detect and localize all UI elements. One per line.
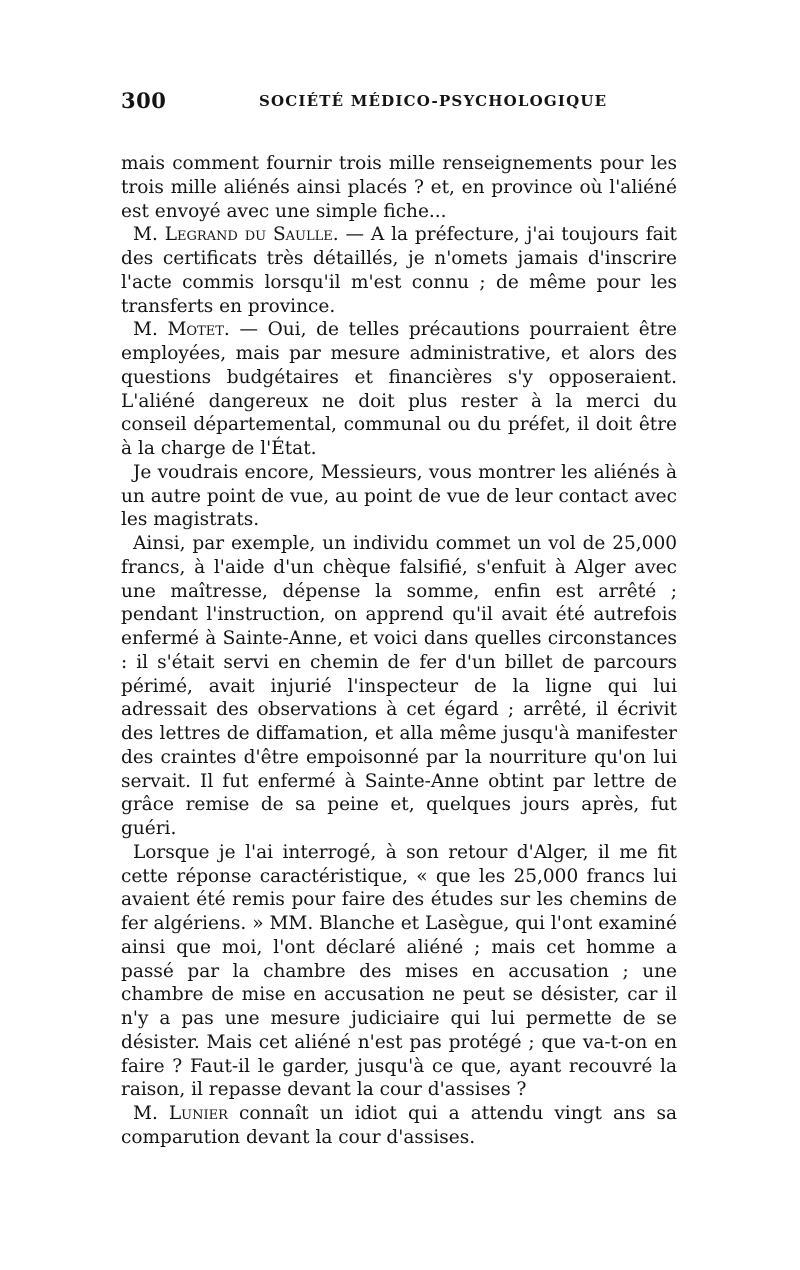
paragraph-legrand-du-saulle — [121, 223, 677, 318]
paragraph-text: Lorsque je l'ai interrogé, à son retour d'Alger, il me fit cette réponse caractéristique, « que les 25,000 francs lui avaient été remis pour faire des études sur les chemins de fer algériens. » MM. Blanche et Lasègue, qui l'ont examiné ainsi que moi, l'ont déclaré aliéné ; mais cet homme a passé par la chambre des mises en accusation ; une chambre de mise en accusation ne peut se désister, car il n'y a pas une mesure judiciaire qui lui permette de se désister. Mais cet aliéné n'est pas protégé ; que va-t-on en faire ? Faut-il le garder, jusqu'à ce que, ayant recouvré la raison, il repasse devant la cour d'assises ? — [121, 841, 677, 1101]
speaker-name: M. Lunier — [133, 1103, 228, 1124]
body-text — [121, 152, 677, 1150]
speaker-name: M. Motet. — [133, 319, 230, 341]
paragraph-text: — A la préfecture, j'ai toujours fait des certificats très détaillés, je n'omets jamais d'inscrire l'acte commis lorsqu'il m'est connu ; de même pour les transferts en province. — [121, 224, 677, 317]
paragraph-text: Ainsi, par exemple, un individu commet un vol de 25,000 francs, à l'aide d'un chèque falsifié, s'enfuit à Alger avec une maîtresse, dépense la somme, enfin est arrêté ; pendant l'instruction, on apprend qu'il avait été autrefois enfermé à Sainte-Anne, et voici dans quelles circonstances : il s'était servi en chemin de fer d'un billet de parcours périmé, avait injurié l'inspecteur de la ligne qui lui adressait des observations à cet égard ; arrêté, il écrivit des lettres de diffamation, et alla même jusqu'à manifester des craintes d'être empoisonné par la nourriture qu'on lui servait. Il fut enfermé à Sainte-Anne obtint par lettre de grâce remise de sa peine et, quelques jours après, fut guéri. — [121, 533, 677, 839]
page-header — [121, 88, 677, 118]
paragraph-magistrats — [121, 461, 677, 532]
running-head: SOCIÉTÉ MÉDICO-PSYCHOLOGIQUE — [259, 92, 608, 110]
paragraph-interrogatoire — [121, 841, 677, 1102]
paragraph-text: — Oui, de telles précautions pourraient être employées, mais par mesure administrative, et alors des questions budgétaires et financières s'y opposeraient. L'aliéné dangereux ne doit plus rester à la merci du conseil départemental, communal ou du préfet, il doit être à la charge de l'État. — [121, 319, 677, 459]
paragraph-motet — [121, 318, 677, 461]
page-number: 300 — [121, 88, 167, 113]
paragraph-text: connaît un idiot qui a attendu vingt ans sa comparution devant la cour d'assises. — [121, 1103, 677, 1148]
paragraph-text: Je voudrais encore, Messieurs, vous montrer les aliénés à un autre point de vue, au point de vue de leur contact avec les magistrats. — [121, 461, 677, 531]
paragraph-lunier — [121, 1102, 677, 1150]
paragraph-exemple — [121, 532, 677, 841]
speaker-name: M. Legrand du Saulle. — [133, 224, 339, 246]
paragraph-text: mais comment fournir trois mille renseignements pour les trois mille aliénés ainsi placés ? et, en province où l'aliéné est envoyé avec une simple fiche... — [121, 153, 677, 222]
paragraph-continuation — [121, 152, 677, 223]
